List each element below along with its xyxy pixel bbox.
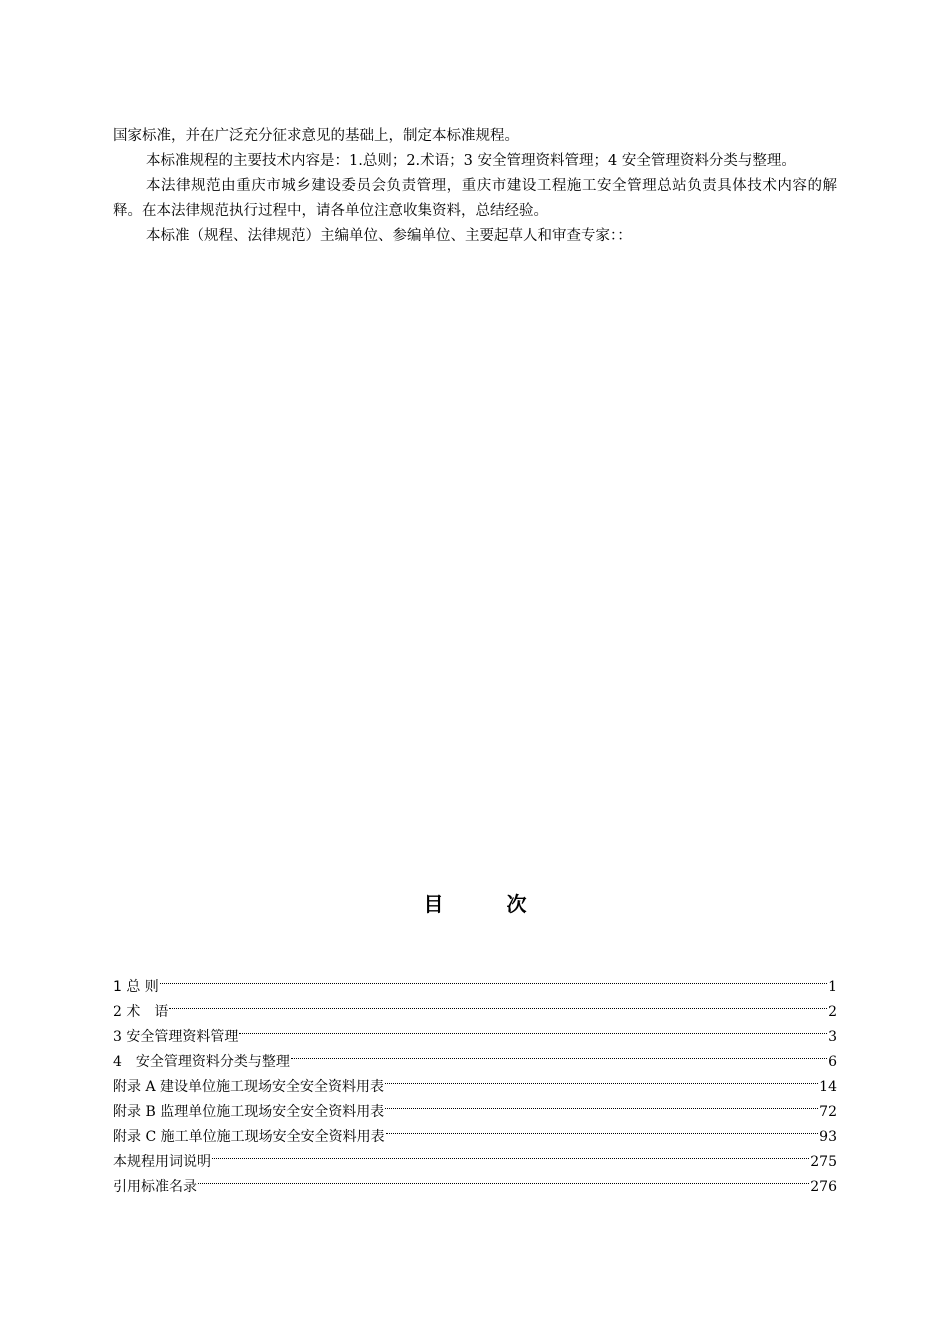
toc-entry-label: 4 安全管理资料分类与整理	[113, 1054, 290, 1070]
toc-entry-page: 276	[810, 1179, 837, 1195]
toc-entry-page: 1	[828, 979, 837, 995]
toc-entry-page: 3	[828, 1029, 837, 1045]
intro-paragraph-2: 本标准规程的主要技术内容是：1.总则；2.术语；3 安全管理资料管理；4 安全管理资料分类与整理。	[146, 153, 796, 169]
toc-entry[interactable]	[113, 991, 837, 1020]
toc-entry[interactable]	[113, 1141, 837, 1170]
toc-entry-page: 2	[828, 1004, 837, 1020]
toc-leader-dots	[385, 1066, 818, 1091]
toc-entry[interactable]	[113, 1166, 837, 1195]
toc-title: 目 次	[423, 892, 555, 916]
toc-entry-page: 275	[810, 1154, 837, 1170]
toc-leader-dots	[212, 1141, 809, 1166]
toc-entry-label: 附录 A 建设单位施工现场安全安全资料用表	[113, 1079, 385, 1095]
toc-leader-dots	[291, 1041, 827, 1066]
toc-entry-page: 14	[819, 1079, 837, 1095]
intro-paragraph-1: 国家标准，并在广泛充分征求意见的基础上，制定本标准规程。	[113, 128, 519, 144]
toc-leader-dots	[239, 1016, 827, 1041]
toc-entry-page: 72	[819, 1104, 837, 1120]
toc-leader-dots	[169, 991, 827, 1016]
toc-entry[interactable]	[113, 966, 837, 995]
toc-leader-dots	[160, 966, 827, 991]
intro-paragraph-4: 本标准（规程、法律规范）主编单位、参编单位、主要起草人和审查专家：：	[146, 228, 632, 244]
toc-leader-dots	[385, 1091, 818, 1116]
toc-entry-label: 附录 B 监理单位施工现场安全安全资料用表	[113, 1104, 385, 1120]
toc-entry-label: 引用标准名录	[113, 1179, 197, 1195]
toc-entry-label: 本规程用词说明	[113, 1154, 211, 1170]
intro-paragraph-3: 本法律规范由重庆市城乡建设委员会负责管理，重庆市建设工程施工安全管理总站负责具体技术内容的解释。在本法律规范执行过程中，请各单位注意收集资料，总结经验。	[113, 178, 837, 219]
table-of-contents	[113, 966, 837, 1195]
toc-entry-label: 1 总 则	[113, 979, 159, 995]
toc-entry-page: 6	[828, 1054, 837, 1070]
toc-entry-page: 93	[819, 1129, 837, 1145]
intro-section	[113, 124, 837, 249]
toc-entry-label: 附录 C 施工单位施工现场安全安全资料用表	[113, 1129, 385, 1145]
toc-leader-dots	[198, 1166, 809, 1191]
toc-entry-label: 3 安全管理资料管理	[113, 1029, 239, 1045]
toc-entry[interactable]	[113, 1016, 837, 1045]
toc-leader-dots	[386, 1116, 819, 1141]
toc-entry-label: 2 术 语	[113, 1004, 169, 1020]
